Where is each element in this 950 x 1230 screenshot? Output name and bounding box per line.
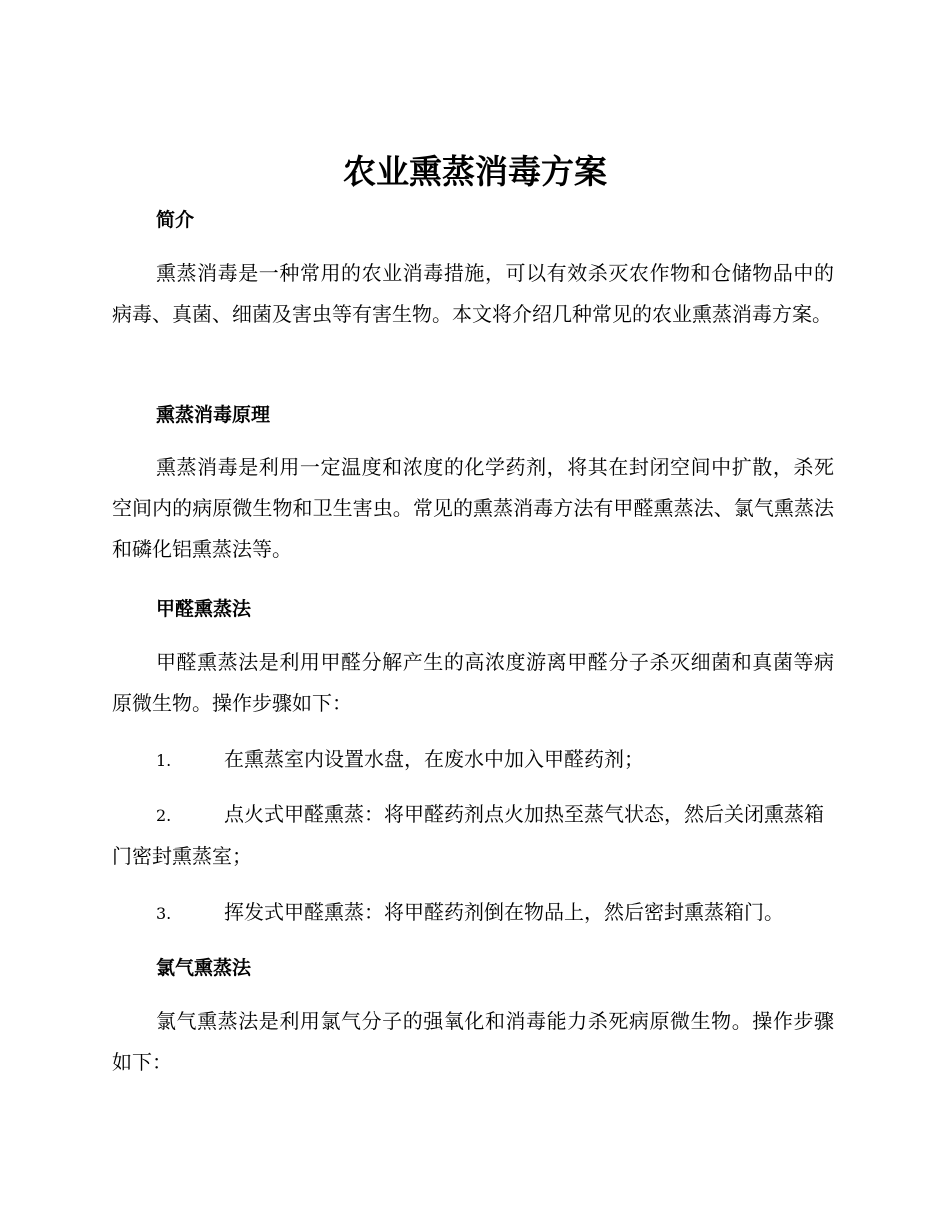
- list-item-text: 在熏蒸室内设置水盘，在废水中加入甲醛药剂；: [224, 747, 644, 771]
- section-heading-formaldehyde: 甲醛熏蒸法: [156, 598, 252, 620]
- section-paragraph-principle: 熏蒸消毒是利用一定温度和浓度的化学药剂，将其在封闭空间中扩散，杀死空间内的病原微生物和卫生害虫。常见的熏蒸消毒方法有甲醛熏蒸法、氯气熏蒸法和磷化铝熏蒸法等。: [112, 455, 834, 561]
- list-item: [112, 739, 834, 781]
- section-paragraph-chlorine: 氯气熏蒸法是利用氯气分子的强氧化和消毒能力杀死病原微生物。操作步骤如下：: [112, 1009, 834, 1074]
- list-item-number: 2.: [156, 806, 172, 825]
- list-item-text: 点火式甲醛熏蒸：将甲醛药剂点火加热至蒸气状态，然后关闭熏蒸箱门密封熏蒸室；: [112, 802, 824, 868]
- list-item-text: 挥发式甲醛熏蒸：将甲醛药剂倒在物品上，然后密封熏蒸箱门。: [224, 900, 784, 924]
- section-heading-intro: 简介: [156, 209, 195, 231]
- section-paragraph-intro: 熏蒸消毒是一种常用的农业消毒措施，可以有效杀灭农作物和仓储物品中的病毒、真菌、细菌及害虫等有害生物。本文将介绍几种常见的农业熏蒸消毒方案。: [112, 261, 834, 326]
- document-title: 农业熏蒸消毒方案: [343, 152, 607, 191]
- list-item: [112, 794, 834, 877]
- list-item-number: 1.: [156, 751, 172, 770]
- list-item: [112, 892, 834, 934]
- list-item-number: 3.: [156, 904, 172, 923]
- section-heading-chlorine: 氯气熏蒸法: [156, 957, 252, 979]
- section-heading-principle: 熏蒸消毒原理: [156, 404, 271, 426]
- section-paragraph-formaldehyde: 甲醛熏蒸法是利用甲醛分解产生的高浓度游离甲醛分子杀灭细菌和真菌等病原微生物。操作步骤如下：: [112, 650, 834, 715]
